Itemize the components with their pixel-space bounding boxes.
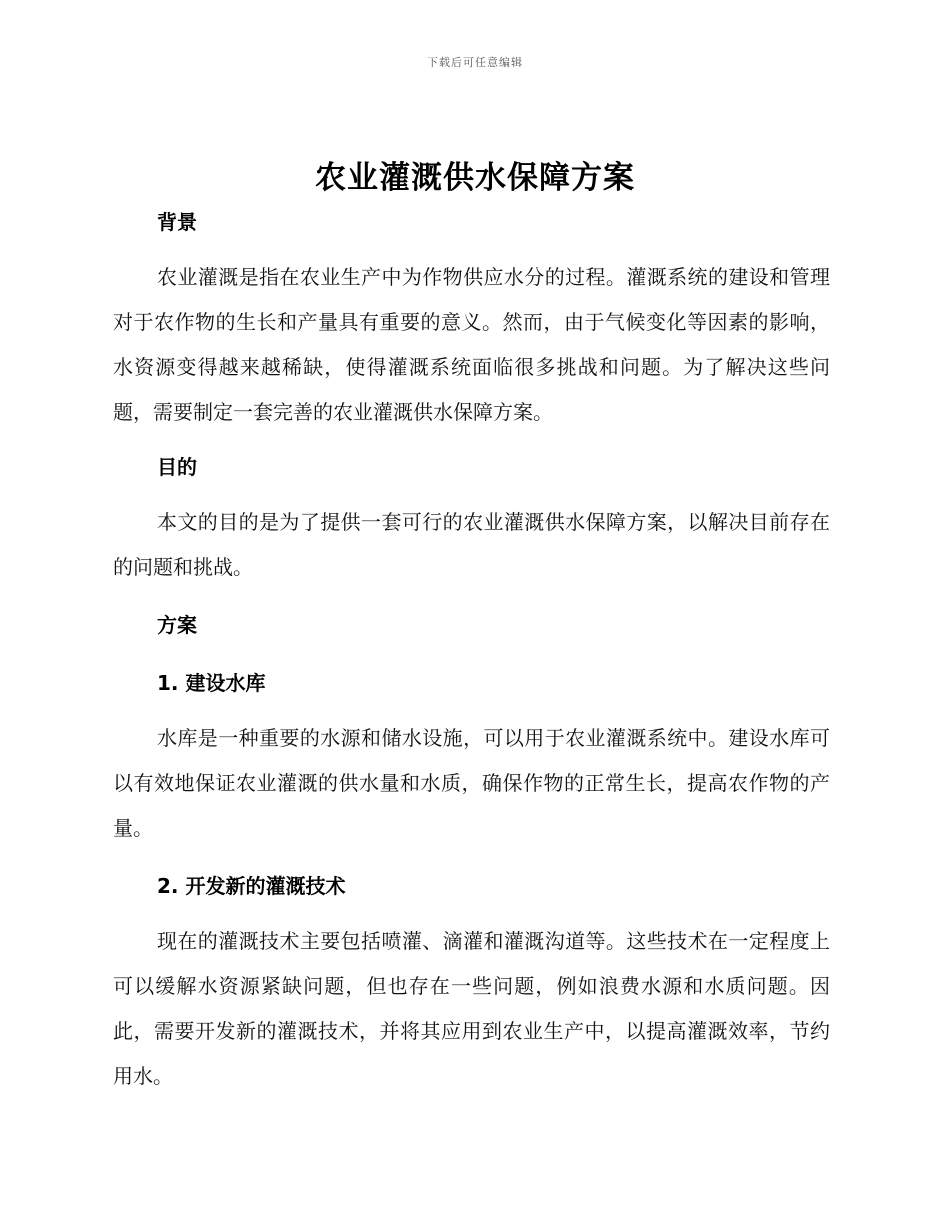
section-heading-purpose: 目的 <box>157 455 197 479</box>
purpose-paragraph: 本文的目的是为了提供一套可行的农业灌溉供水保障方案，以解决目前存在的问题和挑战。 <box>113 510 830 579</box>
plan-item-paragraph-irrigation-tech: 现在的灌溉技术主要包括喷灌、滴灌和灌溉沟道等。这些技术在一定程度上可以缓解水资源紧缺问题，但也存在一些问题，例如浪费水源和水质问题。因此，需要开发新的灌溉技术，并将其应用到农业生产中，以提高灌溉效率，节约用水。 <box>113 929 830 1088</box>
document-body <box>113 200 830 1099</box>
background-paragraph: 农业灌溉是指在农业生产中为作物供应水分的过程。灌溉系统的建设和管理对于农作物的生长和产量具有重要的意义。然而，由于气候变化等因素的影响，水资源变得越来越稀缺，使得灌溉系统面临很多挑战和问题。为了解决这些问题，需要制定一套完善的农业灌溉供水保障方案。 <box>113 265 830 424</box>
section-heading-background: 背景 <box>157 210 197 234</box>
document-title: 农业灌溉供水保障方案 <box>315 160 635 196</box>
plan-item-paragraph-reservoir: 水库是一种重要的水源和储水设施，可以用于农业灌溉系统中。建设水库可以有效地保证农业灌溉的供水量和水质，确保作物的正常生长，提高农作物的产量。 <box>113 726 830 840</box>
page-header-note: 下载后可任意编辑 <box>427 56 523 69</box>
section-heading-plan: 方案 <box>157 613 197 637</box>
plan-item-heading-irrigation-tech: 2. 开发新的灌溉技术 <box>157 874 346 898</box>
plan-item-heading-reservoir: 1. 建设水库 <box>157 671 266 695</box>
